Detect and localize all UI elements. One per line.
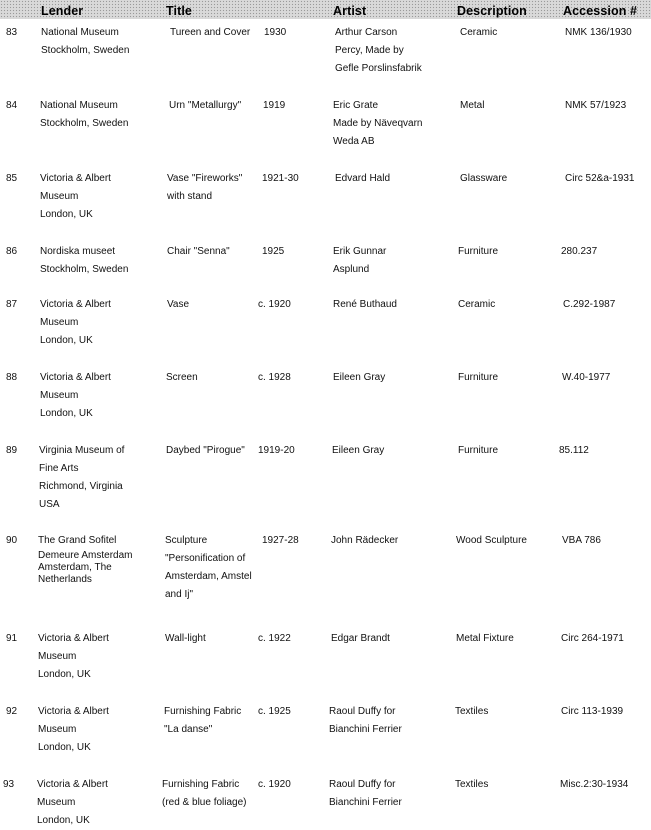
lender-cell	[41, 24, 129, 60]
lender-cell-line: London, UK	[37, 815, 90, 826]
artist-cell-line: Made by Näveqvarn	[333, 118, 423, 129]
lender-cell-line: Victoria & Albert	[38, 706, 109, 717]
accession-cell	[565, 97, 626, 115]
table-header	[0, 0, 651, 19]
description-cell-line: Furniture	[458, 445, 499, 456]
lender-cell-line: National Museum	[40, 100, 118, 111]
lender-cell-line: National Museum	[41, 27, 119, 38]
accession-cell-line: 280.237	[561, 246, 598, 257]
title-cell	[167, 296, 189, 314]
lender-cell-line: Fine Arts	[39, 463, 79, 474]
description-cell-line: Glassware	[460, 173, 508, 184]
lender-cell	[40, 170, 111, 224]
date-cell	[258, 630, 291, 648]
row-number-line: 83	[6, 27, 18, 38]
artist-cell-line: Bianchini Ferrier	[329, 724, 402, 735]
row-number-line: 91	[6, 633, 18, 644]
description-cell-line: Furniture	[458, 372, 499, 383]
lender-cell-line: Museum	[38, 724, 77, 735]
date-cell	[258, 776, 291, 794]
date-cell-line: 1925	[262, 246, 285, 257]
artist-cell-line: Arthur Carson	[335, 27, 398, 38]
accession-cell	[561, 630, 624, 648]
artist-cell	[335, 170, 390, 188]
title-cell-line: Chair "Senna"	[167, 246, 230, 257]
accession-cell	[560, 776, 628, 794]
title-cell-line: with stand	[167, 191, 213, 202]
description-cell	[460, 97, 484, 115]
accession-cell-line: Circ 113-1939	[561, 706, 624, 717]
artist-cell	[333, 369, 385, 387]
lender-cell-line: Richmond, Virginia	[39, 481, 123, 492]
lender-cell-line: USA	[39, 499, 60, 510]
title-cell-line: Tureen and Cover	[170, 27, 251, 38]
date-cell	[258, 296, 291, 314]
title-cell	[170, 24, 250, 42]
date-cell-line: c. 1928	[258, 372, 291, 383]
date-cell	[262, 532, 299, 550]
title-cell-line: and Ij"	[165, 589, 194, 600]
title-cell-line: Sculpture	[165, 535, 208, 546]
date-cell-line: 1921-30	[262, 173, 299, 184]
lender-cell-line: London, UK	[40, 335, 93, 346]
lender-cell	[38, 630, 109, 684]
row-number	[6, 703, 17, 721]
title-cell	[164, 703, 241, 739]
artist-cell-line: Eileen Gray	[333, 372, 386, 383]
artist-cell	[329, 703, 402, 739]
artist-cell-line: Gefle Porslinsfabrik	[335, 63, 422, 74]
row-number-line: 84	[6, 100, 18, 111]
accession-cell	[562, 532, 601, 550]
header-description: Description	[457, 4, 527, 18]
artist-cell	[329, 776, 402, 812]
lender-cell	[40, 243, 128, 279]
lender-cell	[40, 296, 111, 350]
artist-cell-line: Erik Gunnar	[333, 246, 387, 257]
lender-cell-line: Victoria & Albert	[40, 299, 111, 310]
header-accession: Accession #	[563, 4, 638, 18]
description-cell	[456, 532, 527, 550]
date-cell-line: 1919-20	[258, 445, 295, 456]
artist-cell-line: Raoul Duffy for	[329, 779, 396, 790]
date-cell	[262, 170, 299, 188]
title-cell-line: Furnishing Fabric	[162, 779, 240, 790]
accession-cell-line: Misc.2:30-1934	[560, 779, 629, 790]
row-number	[6, 532, 17, 550]
accession-cell-line: NMK 136/1930	[565, 27, 632, 38]
row-number	[6, 442, 17, 460]
lender-cell-line: Demeure Amsterdam	[38, 550, 133, 561]
title-cell-line: Screen	[166, 372, 198, 383]
lender-cell-line: Museum	[38, 651, 77, 662]
artist-cell-line: Eric Grate	[333, 100, 379, 111]
accession-cell	[562, 369, 610, 387]
title-cell	[165, 630, 206, 648]
date-cell	[264, 24, 286, 42]
row-number	[6, 97, 17, 115]
accession-cell	[559, 442, 589, 460]
row-number	[6, 296, 17, 314]
accession-cell	[561, 243, 597, 261]
header-artist: Artist	[333, 4, 367, 18]
artist-cell	[335, 24, 422, 78]
row-number	[6, 630, 17, 648]
row-number-line: 87	[6, 299, 18, 310]
title-cell	[165, 532, 252, 604]
date-cell-line: c. 1920	[258, 299, 291, 310]
lender-cell-line: Museum	[40, 191, 79, 202]
description-cell	[458, 243, 498, 261]
lender-cell	[38, 532, 132, 586]
accession-cell	[565, 24, 632, 42]
lender-cell	[38, 703, 109, 757]
lender-cell-line: Netherlands	[38, 574, 92, 585]
row-number-line: 93	[3, 779, 15, 790]
accession-cell-line: Circ 264-1971	[561, 633, 624, 644]
row-number	[6, 243, 17, 261]
lender-cell-line: London, UK	[38, 742, 91, 753]
description-cell	[460, 24, 497, 42]
lender-cell	[37, 776, 108, 830]
row-number	[6, 170, 17, 188]
accession-cell-line: W.40-1977	[562, 372, 611, 383]
description-cell-line: Metal Fixture	[456, 633, 514, 644]
date-cell-line: c. 1920	[258, 779, 291, 790]
accession-cell	[561, 703, 623, 721]
title-cell-line: Vase "Fireworks"	[167, 173, 243, 184]
lender-cell-line: Museum	[40, 390, 79, 401]
row-number-line: 89	[6, 445, 18, 456]
artist-cell-line: John Rädecker	[331, 535, 399, 546]
date-cell	[258, 703, 291, 721]
row-number-line: 90	[6, 535, 18, 546]
artist-cell-line: René Buthaud	[333, 299, 397, 310]
title-cell-line: Daybed "Pirogue"	[166, 445, 245, 456]
row-number-line: 85	[6, 173, 18, 184]
title-cell	[162, 776, 247, 812]
date-cell-line: 1930	[264, 27, 287, 38]
description-cell	[458, 442, 498, 460]
title-cell	[166, 369, 198, 387]
date-cell-line: c. 1922	[258, 633, 291, 644]
artist-cell-line: Asplund	[333, 264, 370, 275]
title-cell	[167, 170, 242, 206]
accession-cell-line: Circ 52&a-1931	[565, 173, 635, 184]
artist-cell	[331, 532, 398, 550]
description-cell-line: Furniture	[458, 246, 499, 257]
description-cell-line: Wood Sculpture	[456, 535, 527, 546]
description-cell	[455, 703, 488, 721]
lender-cell	[40, 97, 128, 133]
artist-cell-line: Percy, Made by	[335, 45, 404, 56]
lender-cell-line: London, UK	[38, 669, 91, 680]
description-cell-line: Ceramic	[458, 299, 496, 310]
artist-cell-line: Weda AB	[333, 136, 375, 147]
lender-cell-line: Nordiska museet	[40, 246, 116, 257]
row-number-line: 88	[6, 372, 18, 383]
lender-cell-line: Stockholm, Sweden	[40, 264, 129, 275]
title-cell-line: "Personification of	[165, 553, 246, 564]
accession-cell-line: 85.112	[559, 445, 589, 456]
row-number	[6, 24, 17, 42]
title-cell-line: Furnishing Fabric	[164, 706, 242, 717]
artist-cell	[333, 97, 423, 151]
title-cell-line: Urn "Metallurgy"	[169, 100, 242, 111]
row-number-line: 86	[6, 246, 18, 257]
lender-cell-line: Museum	[40, 317, 79, 328]
title-cell-line: "La danse"	[164, 724, 213, 735]
artist-cell-line: Raoul Duffy for	[329, 706, 396, 717]
lender-cell-line: The Grand Sofitel	[38, 535, 117, 546]
artist-cell	[333, 296, 397, 314]
header-title: Title	[166, 4, 192, 18]
lender-cell-line: Stockholm, Sweden	[40, 118, 129, 129]
lender-cell-line: Victoria & Albert	[40, 372, 111, 383]
title-cell	[169, 97, 241, 115]
description-cell	[455, 776, 488, 794]
date-cell-line: c. 1925	[258, 706, 291, 717]
lender-cell-line: Victoria & Albert	[37, 779, 108, 790]
lender-cell-line: London, UK	[40, 408, 93, 419]
accession-cell-line: VBA 786	[562, 535, 601, 546]
row-number	[6, 369, 17, 387]
row-number	[3, 776, 14, 794]
header-lender: Lender	[41, 4, 84, 18]
accession-cell-line: C.292-1987	[563, 299, 616, 310]
description-cell-line: Metal	[460, 100, 485, 111]
date-cell	[263, 97, 285, 115]
description-cell	[456, 630, 514, 648]
date-cell	[262, 243, 284, 261]
description-cell	[460, 170, 507, 188]
title-cell	[167, 243, 230, 261]
description-cell-line: Textiles	[455, 706, 489, 717]
date-cell-line: 1927-28	[262, 535, 299, 546]
lender-cell-line: Victoria & Albert	[40, 173, 111, 184]
lender-cell	[40, 369, 111, 423]
title-cell	[166, 442, 245, 460]
description-cell-line: Ceramic	[460, 27, 498, 38]
description-cell-line: Textiles	[455, 779, 489, 790]
artist-cell-line: Bianchini Ferrier	[329, 797, 402, 808]
row-number-line: 92	[6, 706, 18, 717]
lender-cell	[39, 442, 124, 514]
description-cell	[458, 369, 498, 387]
artist-cell	[333, 243, 386, 279]
accession-cell-line: NMK 57/1923	[565, 100, 627, 111]
lender-cell-line: Amsterdam, The	[38, 562, 112, 573]
description-cell	[458, 296, 495, 314]
date-cell-line: 1919	[263, 100, 286, 111]
title-cell-line: Wall-light	[165, 633, 206, 644]
artist-cell-line: Eileen Gray	[332, 445, 385, 456]
accession-cell	[565, 170, 634, 188]
lender-cell-line: Victoria & Albert	[38, 633, 109, 644]
title-cell-line: (red & blue foliage)	[162, 797, 247, 808]
lender-cell-line: London, UK	[40, 209, 93, 220]
artist-cell	[332, 442, 384, 460]
artist-cell	[331, 630, 390, 648]
artist-cell-line: Edgar Brandt	[331, 633, 390, 644]
title-cell-line: Amsterdam, Amstel	[165, 571, 252, 582]
lender-cell-line: Museum	[37, 797, 76, 808]
lender-cell-line: Stockholm, Sweden	[41, 45, 130, 56]
accession-cell	[563, 296, 615, 314]
date-cell	[258, 442, 295, 460]
date-cell	[258, 369, 291, 387]
artist-cell-line: Edvard Hald	[335, 173, 391, 184]
lender-cell-line: Virginia Museum of	[39, 445, 125, 456]
title-cell-line: Vase	[167, 299, 190, 310]
